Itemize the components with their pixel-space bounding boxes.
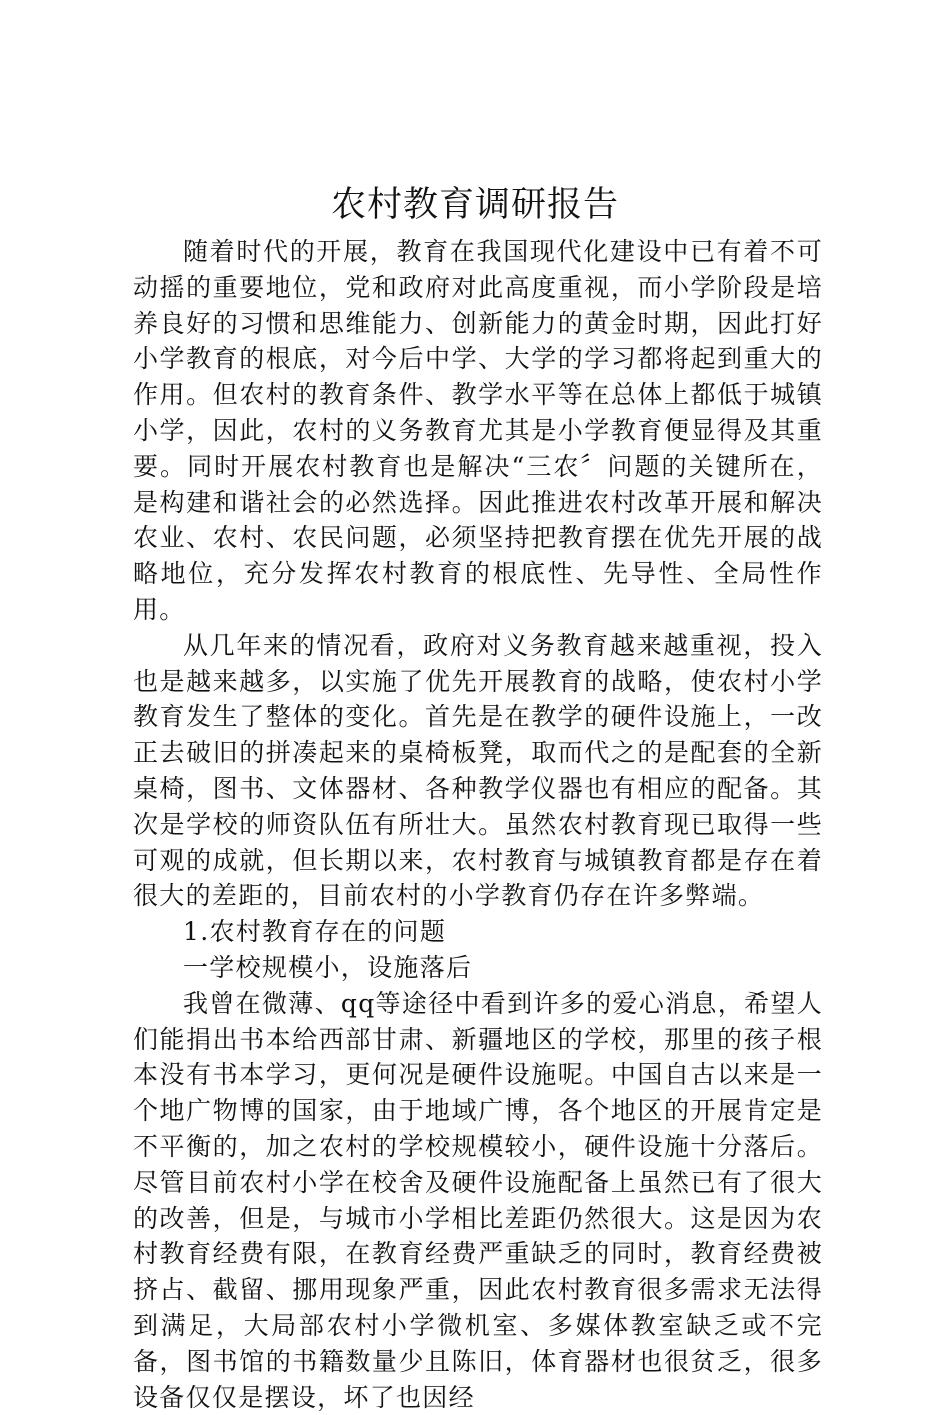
section-heading: 1.农村教育存在的问题	[183, 917, 447, 947]
document-body	[133, 234, 823, 1415]
body-paragraph-2: 从几年来的情况看，政府对义务教育越来越重视，投入也是越来越多，以实施了优先开展教育的战略，使农村小学教育发生了整体的变化。首先是在教学的硬件设施上，一改正去破旧的拼凑起来的桌椅板凳，取而代之的是配套的全新桌椅，图书、文体器材、各种教学仪器也有相应的配备。其次是学校的师资队伍有所壮大。虽然农村教育现已取得一些可观的成就，但长期以来，农村教育与城镇教育都是存在着很大的差距的，目前农村的小学教育仍存在许多弊端。	[133, 630, 823, 911]
subsection-heading: 一学校规模小，设施落后	[183, 952, 473, 982]
document-title: 农村教育调研报告	[330, 185, 619, 225]
body-paragraph-3: 我曾在微薄、qq等途径中看到许多的爱心消息，希望人们能捐出书本给西部甘肃、新疆地区的学校，那里的孩子根本没有书本学习，更何况是硬件设施呢。中国自古以来是一个地广物博的国家，由于地域广博，各个地区的开展肯定是不平衡的，加之农村的学校规模较小，硬件设施十分落后。尽管目前农村小学在校舍及硬件设施配备上虽然已有了很大的改善，但是，与城市小学相比差距仍然很大。这是因为农村教育经费有限，在教育经费严重缺乏的同时，教育经费被挤占、截留、挪用现象严重，因此农村教育很多需求无法得到满足，大局部农村小学微机室、多媒体教室缺乏或不完备，图书馆的书籍数量少且陈旧，体育器材也很贫乏，很多设备仅仅是摆设，坏了也因经	[133, 988, 823, 1412]
body-paragraph-1: 随着时代的开展，教育在我国现代化建设中已有着不可动摇的重要地位，党和政府对此高度重视，而小学阶段是培养良好的习惯和思维能力、创新能力的黄金时期，因此打好小学教育的根底，对今后中学、大学的学习都将起到重大的作用。但农村的教育条件、教学水平等在总体上都低于城镇小学，因此，农村的义务教育尤其是小学教育便显得及其重要。同时开展农村教育也是解决“三农〞问题的关键所在，是构建和谐社会的必然选择。因此推进农村改革开展和解决农业、农村、农民问题，必须坚持把教育摆在优先开展的战略地位，充分发挥农村教育的根底性、先导性、全局性作用。	[133, 237, 823, 624]
